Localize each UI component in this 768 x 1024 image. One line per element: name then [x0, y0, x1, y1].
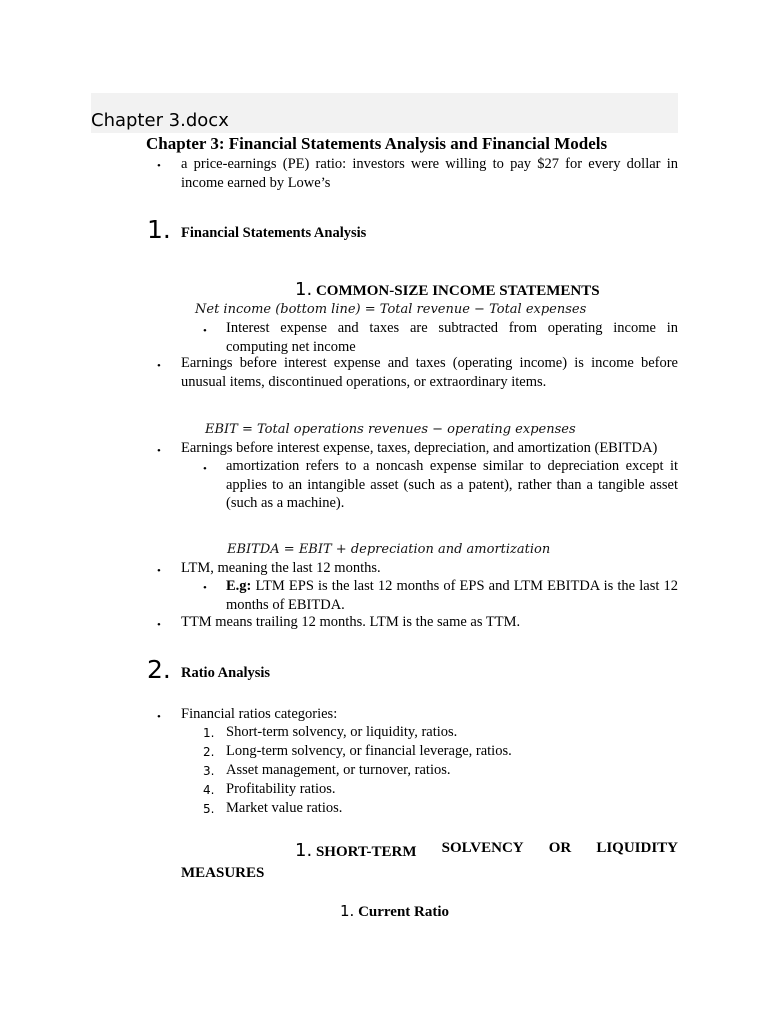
section-1-title: Financial Statements Analysis [181, 225, 367, 241]
bullet-dot: • [157, 619, 161, 631]
bullet-ebitda-text: Earnings before interest expense, taxes, depreciation, and amortization (EBITDA) [181, 440, 658, 456]
bullet-ttm-text: TTM means trailing 12 months. LTM is the same as TTM. [181, 614, 521, 630]
bullet-dot: • [203, 325, 207, 337]
subsection-1-1-heading [295, 279, 600, 300]
bullet-ltm-text: LTM, meaning the last 12 months. [181, 560, 381, 576]
item-current-ratio-heading [340, 902, 449, 921]
ratio-categories-intro: Financial ratios categories: [181, 706, 338, 722]
formula-ebit: EBIT = Total operations revenues − operating expenses [205, 422, 576, 437]
ratio-category-number: 2. [203, 745, 215, 759]
subsection-2-1-word: OR [548, 840, 572, 856]
chapter-title: Chapter 3: Financial Statements Analysis and Financial Models [146, 134, 608, 153]
subsection-1-1-number: 1. [295, 279, 313, 300]
ratio-category-number: 5. [203, 802, 215, 816]
bullet-dot: • [203, 463, 207, 475]
subsection-2-1-heading [295, 840, 678, 861]
section-2-title: Ratio Analysis [181, 665, 271, 681]
subsection-2-1-word: SOLVENCY [441, 840, 524, 856]
bullet-dot: • [157, 160, 161, 172]
ratio-category-item: Market value ratios. [226, 800, 343, 816]
ratio-category-item: Short-term solvency, or liquidity, ratios. [226, 724, 458, 740]
ratio-category-item: Profitability ratios. [226, 781, 336, 797]
eg-label: E.g: [226, 578, 252, 594]
bullet-ebit-text: Earnings before interest expense and taxes (operating income) is income before unusual items, discontinued operations, or extraordinary items. [181, 355, 678, 390]
subsection-2-1-number: 1. [295, 840, 313, 861]
item-current-ratio-number: 1. [340, 902, 355, 920]
document-file-name: Chapter 3.docx [91, 110, 229, 131]
bullet-dot: • [157, 565, 161, 577]
ratio-category-number: 3. [203, 764, 215, 778]
section-2-number: 2. [147, 655, 171, 684]
ratio-category-item: Asset management, or turnover, ratios. [226, 762, 451, 778]
subsection-2-1-first-word: 1. SHORT-TERM [295, 840, 417, 861]
ratio-category-number: 4. [203, 783, 215, 797]
bullet-dot: • [157, 711, 161, 723]
subsection-2-1-word: LIQUIDITY [596, 840, 678, 856]
bullet-dot: • [157, 360, 161, 372]
intro-bullet-text: a price-earnings (PE) ratio: investors were willing to pay $27 for every dollar in income earned by Lowe’s [181, 156, 678, 191]
subsection-2-1-heading-line2: MEASURES [181, 865, 265, 881]
bullet-dot: • [157, 445, 161, 457]
item-current-ratio-title: Current Ratio [358, 904, 450, 920]
bullet-dot: • [203, 582, 207, 594]
subsection-1-1-title: COMMON-SIZE INCOME STATEMENTS [315, 283, 600, 299]
formula-ebitda: EBITDA = EBIT + depreciation and amortization [227, 542, 551, 557]
section-1-number: 1. [147, 215, 171, 244]
formula-net-income: Net income (bottom line) = Total revenue − Total expenses [195, 302, 587, 317]
bullet-amortization-text: amortization refers to a noncash expense similar to depreciation except it applies to an intangible asset (such as a patent), rather than a tangible asset (such as a machine). [226, 458, 678, 511]
bullet-interest-text: Interest expense and taxes are subtracted from operating income in computing net income [226, 320, 678, 355]
ratio-category-item: Long-term solvency, or financial leverage, ratios. [226, 743, 512, 759]
bullet-eg [226, 577, 678, 614]
eg-text: LTM EPS is the last 12 months of EPS and LTM EBITDA is the last 12 months of EBITDA. [226, 578, 678, 613]
ratio-category-number: 1. [203, 726, 215, 740]
